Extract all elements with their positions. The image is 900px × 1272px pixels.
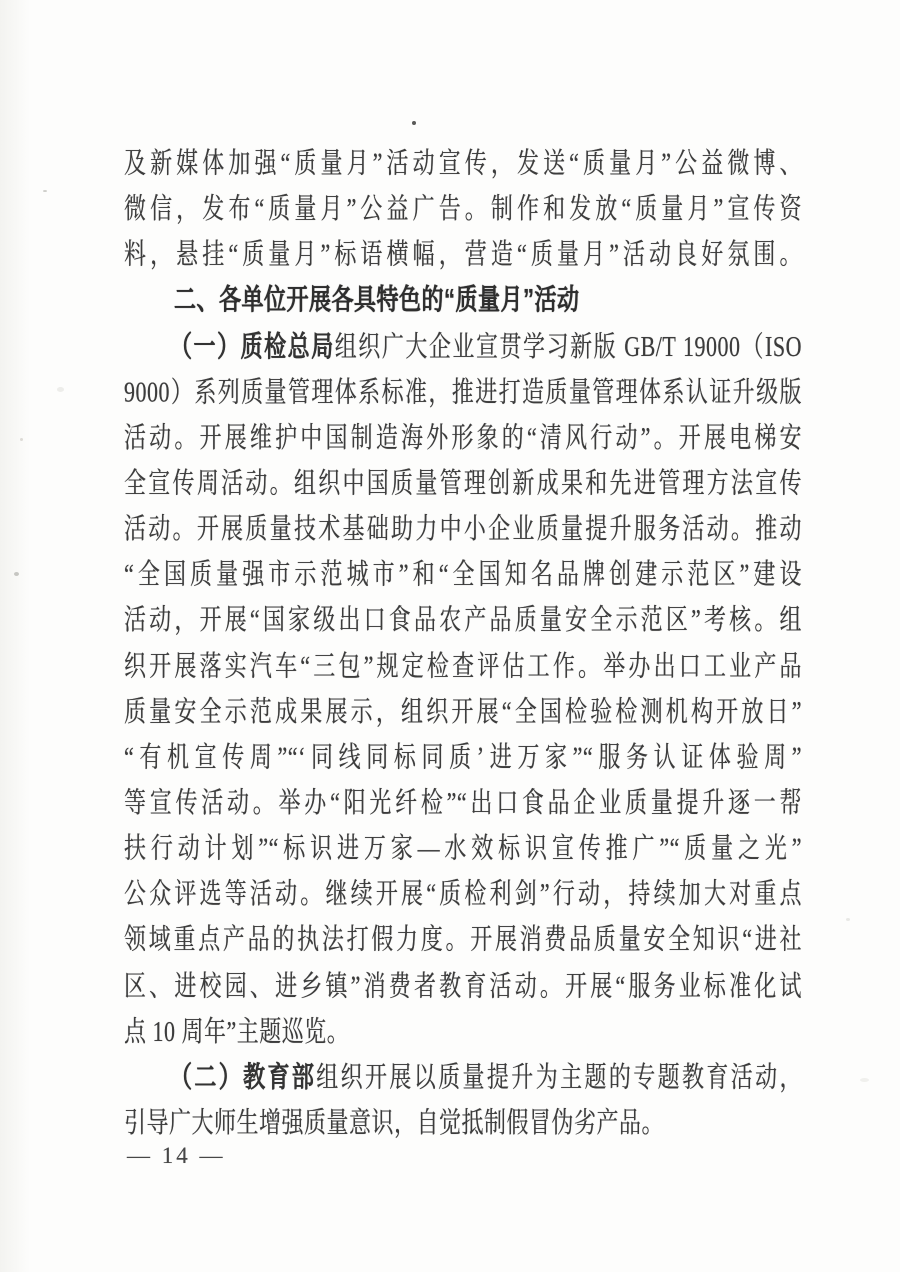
text-line: 及新媒体加强“质量月”活动宣传，发送“质量月”公益微博、: [124, 146, 802, 179]
text-line: 料，悬挂“质量月”标语横幅，营造“质量月”活动良好氛围。: [124, 237, 802, 271]
text-line: 领域重点产品的执法打假力度。开展消费品质量安全知识“进社: [124, 923, 802, 956]
text-line: 扶行动计划”“标识进万家—水效标识宣传推广”“质量之光”: [124, 831, 802, 865]
scan-speck: [860, 1078, 869, 1082]
body-text: [124, 140, 802, 1145]
text-line: 质量安全示范成果展示，组织开展“全国检验检测机构开放日”: [124, 694, 802, 728]
text-line: 全宣传周活动。组织中国质量管理创新成果和先进管理方法宣传: [124, 466, 802, 499]
scan-page-edge-shadow: [0, 0, 30, 1272]
scan-speck: [43, 190, 47, 192]
text-line: 织开展落实汽车“三包”规定检查评估工作。举办出口工业产品: [124, 649, 802, 682]
item-text: 组织开展以质量提升为主题的专题教育活动，: [316, 1060, 802, 1093]
text-line: [124, 1054, 802, 1100]
item-label: （一）质检总局: [170, 329, 335, 362]
scan-speck: [846, 918, 850, 921]
text-line: 等宣传活动。举办“阳光纤检”“出口食品企业质量提升逐一帮: [124, 786, 802, 819]
text-line: [124, 323, 802, 369]
scan-speck: [20, 438, 23, 441]
scan-speck: [57, 387, 64, 392]
item-text: 组织广大企业宣贯学习新版 GB/T 19000（ISO: [334, 329, 802, 362]
text-line: 区、进校园、进乡镇”消费者教育活动。开展“服务业标准化试: [124, 968, 802, 1002]
text-line: 活动。开展质量技术基础助力中小企业质量提升服务活动。推动: [124, 511, 802, 545]
section-heading: 二、各单位开展各具特色的“质量月”活动: [174, 283, 580, 317]
text-line: 活动。开展维护中国制造海外形象的“清风行动”。开展电梯安: [124, 420, 802, 454]
page-number: — 14 —: [127, 1143, 226, 1168]
text-line: 点 10 周年”主题巡览。: [124, 1014, 350, 1047]
text-line: 微信，发布“质量月”公益广告。制作和发放“质量月”宣传资: [124, 192, 802, 225]
text-line: “全国质量强市示范城市”和“全国知名品牌创建示范区”建设: [124, 557, 802, 591]
scan-speck: [14, 572, 19, 576]
text-line: “有机宣传周”“‘同线同标同质’进万家”“服务认证体验周”: [124, 740, 802, 773]
text-line: 9000）系列质量管理体系标准，推进打造质量管理体系认证升级版: [124, 374, 802, 408]
text-line: 公众评选等活动。继续开展“质检利剑”行动，持续加大对重点: [124, 877, 802, 910]
text-line: 活动，开展“国家级出口食品农产品质量安全示范区”考核。组: [124, 603, 802, 636]
scan-speck: [412, 121, 416, 125]
text-line: 引导广大师生增强质量意识，自觉抵制假冒伪劣产品。: [124, 1105, 665, 1139]
item-label: （二）教育部: [170, 1060, 317, 1093]
